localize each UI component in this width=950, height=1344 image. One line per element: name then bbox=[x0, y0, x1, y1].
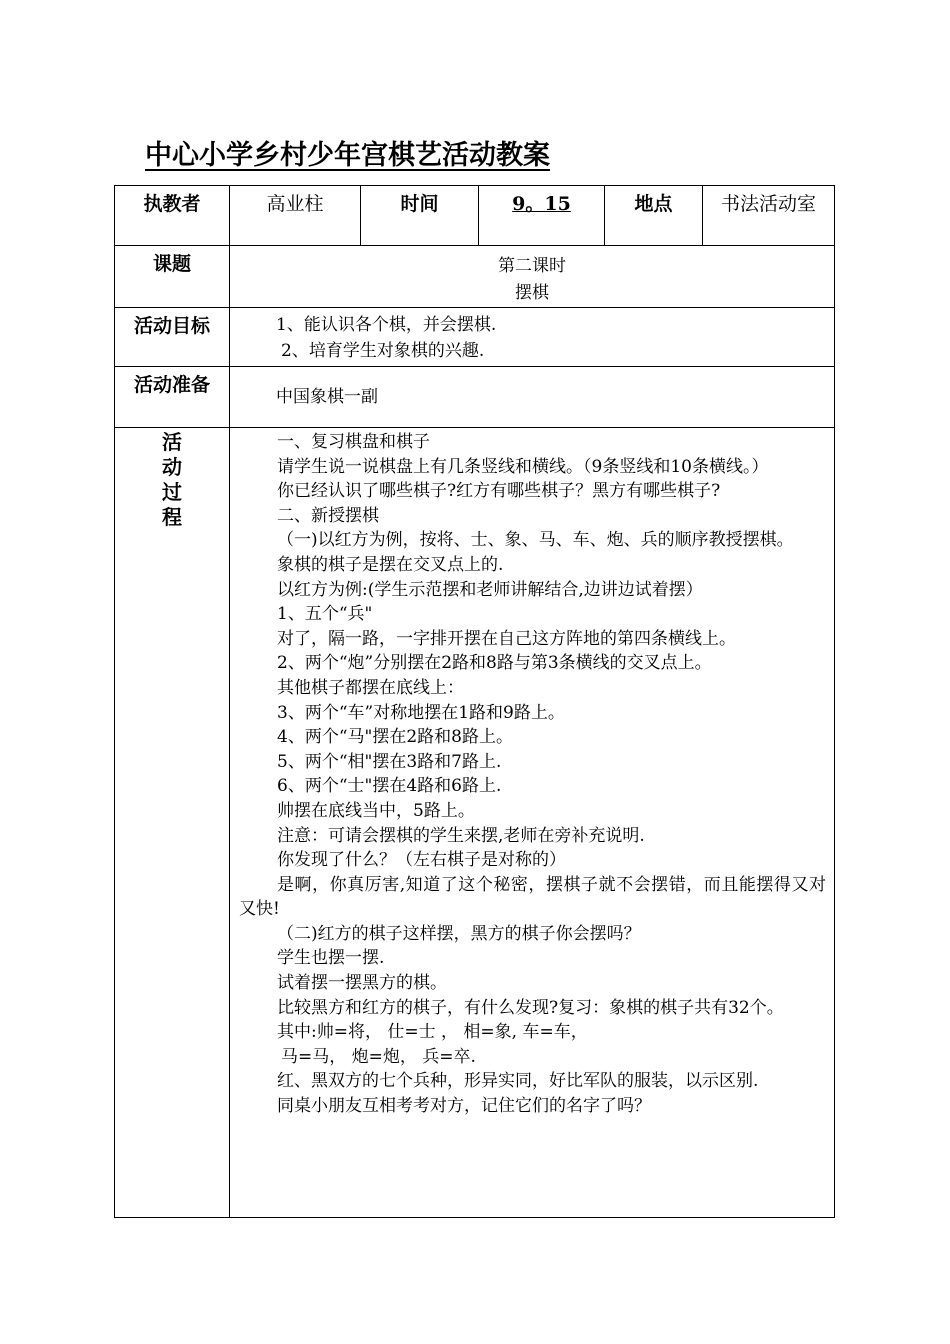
process-label-char: 活 bbox=[162, 430, 182, 454]
process-paragraph: 象棋的棋子是摆在交叉点上的. bbox=[277, 554, 504, 575]
process-paragraph: （一)以红方为例，按将、士、象、马、车、炮、兵的顺序教授摆棋。 bbox=[277, 530, 794, 551]
process-label-char: 过 bbox=[162, 480, 182, 504]
header-row bbox=[115, 186, 835, 246]
place-label: 地点 bbox=[605, 186, 703, 246]
process-paragraph: 注意：可请会摆棋的学生来摆,老师在旁补充说明. bbox=[277, 825, 645, 846]
process-paragraph: 以红方为例:(学生示范摆和老师讲解结合,边讲边试着摆） bbox=[277, 579, 703, 600]
process-row bbox=[115, 428, 835, 1218]
goal-item: 2、培育学生对象棋的兴趣. bbox=[281, 341, 485, 361]
process-paragraph: 请学生说一说棋盘上有几条竖线和横线。（9条竖线和10条横线。） bbox=[277, 456, 769, 477]
goals-label: 活动目标 bbox=[115, 308, 230, 367]
place-value: 书法活动室 bbox=[703, 186, 835, 246]
time-label: 时间 bbox=[361, 186, 479, 246]
process-paragraph: （二)红方的棋子这样摆，黑方的棋子你会摆吗？ bbox=[277, 923, 641, 944]
process-paragraph: 一、复习棋盘和棋子 bbox=[277, 432, 430, 452]
topic-label: 课题 bbox=[115, 246, 230, 308]
process-paragraph: 你已经认识了哪些棋子?红方有哪些棋子？黑方有哪些棋子? bbox=[277, 481, 721, 502]
goal-item: 1、能认识各个棋，并会摆棋. bbox=[276, 315, 497, 335]
prep-text: 中国象棋一副 bbox=[230, 367, 835, 428]
process-paragraph: 5、两个“相"摆在3路和7路上. bbox=[277, 751, 502, 772]
teacher-value: 高业柱 bbox=[230, 186, 361, 246]
topic-lesson-number: 第二课时 bbox=[498, 256, 566, 276]
process-paragraph: 3、两个“车”对称地摆在1路和9路上。 bbox=[277, 702, 565, 723]
process-label bbox=[115, 428, 230, 1218]
process-paragraph: 同桌小朋友互相考考对方，记住它们的名字了吗？ bbox=[277, 1096, 651, 1117]
process-paragraph: 试着摆一摆黑方的棋。 bbox=[277, 973, 447, 994]
process-paragraph: 你发现了什么？（左右棋子是对称的） bbox=[277, 850, 566, 871]
process-paragraph: 其他棋子都摆在底线上： bbox=[277, 677, 464, 698]
time-value: 9。15 bbox=[479, 186, 605, 246]
process-label-char: 动 bbox=[162, 455, 182, 479]
process-content bbox=[230, 428, 835, 1218]
process-paragraph: 2、两个“炮”分别摆在2路和8路与第3条横线的交叉点上。 bbox=[277, 653, 712, 674]
teacher-label: 执教者 bbox=[115, 186, 230, 246]
lesson-plan-table bbox=[114, 185, 835, 1218]
process-paragraph: 学生也摆一摆. bbox=[277, 948, 385, 969]
process-paragraph: 帅摆在底线当中，5路上。 bbox=[277, 800, 475, 821]
process-paragraph: 二、新授摆棋 bbox=[277, 505, 379, 526]
topic-cell bbox=[230, 246, 835, 308]
process-paragraph: 马=马， 炮=炮， 兵=卒. bbox=[281, 1046, 476, 1067]
page-title: 中心小学乡村少年宫棋艺活动教案 bbox=[145, 140, 550, 171]
process-paragraph: 1、五个“兵" bbox=[277, 604, 373, 625]
goals-row bbox=[115, 308, 835, 367]
goals-cell bbox=[230, 308, 835, 367]
prep-label: 活动准备 bbox=[115, 367, 230, 428]
process-paragraph: 对了，隔一路，一字排开摆在自己这方阵地的第四条横线上。 bbox=[277, 628, 736, 649]
process-paragraph: 是啊，你真厉害,知道了这个秘密，摆棋子就不会摆错，而且能摆得又对又快! bbox=[239, 874, 826, 920]
process-paragraph: 比较黑方和红方的棋子，有什么发现?复习：象棋的棋子共有32个。 bbox=[277, 997, 784, 1018]
process-paragraph: 4、两个“马"摆在2路和8路上。 bbox=[277, 727, 513, 748]
topic-row bbox=[115, 246, 835, 308]
topic-name: 摆棋 bbox=[515, 283, 549, 303]
process-paragraph: 其中:帅=将， 仕=士 ， 相=象, 车=车， bbox=[277, 1022, 588, 1043]
process-label-char: 程 bbox=[162, 505, 182, 529]
process-paragraph: 6、两个“士"摆在4路和6路上. bbox=[277, 776, 502, 797]
process-paragraph: 红、黑双方的七个兵种，形异实同，好比军队的服装，以示区别. bbox=[277, 1071, 759, 1092]
prep-row bbox=[115, 367, 835, 428]
